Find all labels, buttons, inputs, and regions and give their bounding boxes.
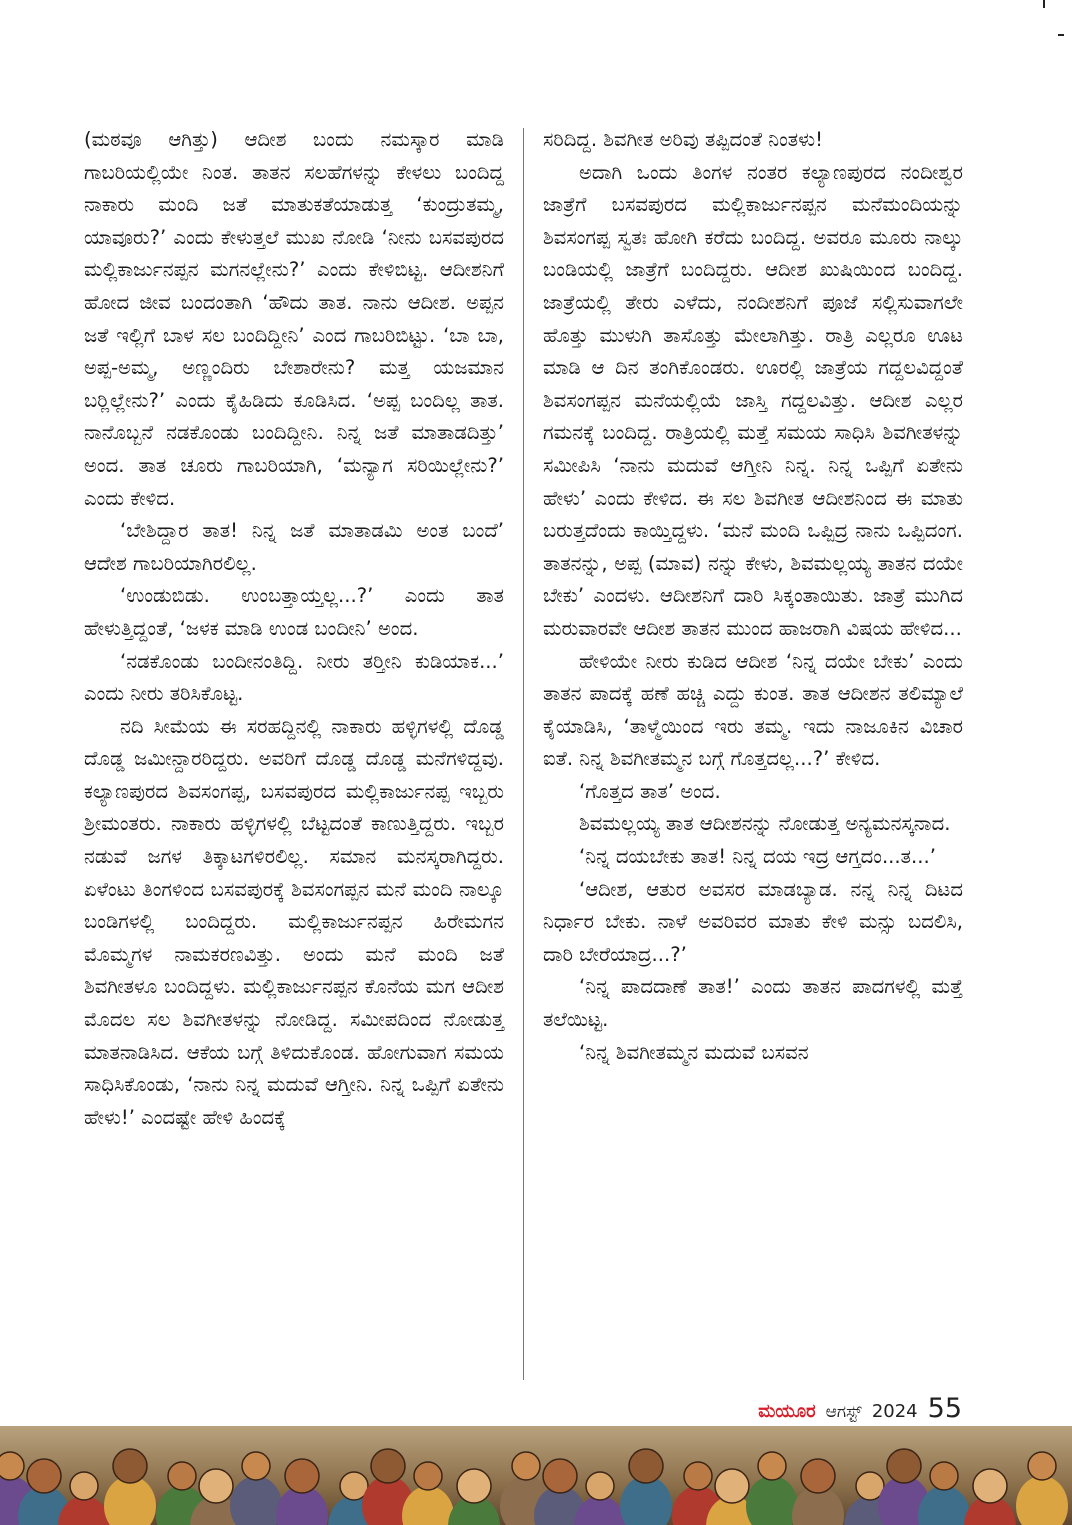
crowd-figure-head [457,1469,491,1503]
paragraph: ‘ಗೊತ್ತದ ತಾತ’ ಅಂದ. [579,779,721,803]
paragraph: ಸರಿದಿದ್ದ. ಶಿವಗೀತ ಅರಿವು ತಪ್ಪಿದಂತೆ ನಿಂತಳು! [543,128,823,151]
crowd-figure-head [512,1452,540,1480]
paragraph: ನದಿ ಸೀಮೆಯ ಈ ಸರಹದ್ದಿನಲ್ಲಿ ನಾಕಾರು ಹಳ್ಳಿಗಳಲ್ಲಿ ದೊಡ್ಡ ದೊಡ್ಡ ಜಮೀನ್ದಾರರಿದ್ದರು. ಅವರಿಗೆ ದೊಡ್ಡ ದೊಡ್ಡ ಮನೆಗಳಿದ್ದವು. ಕಲ್ಯಾಣಪುರದ ಶಿವಸಂಗಪ್ಪ, ಬಸವಪುರದ ಮಲ್ಲಿಕಾರ್ಜುನಪ್ಪ ಇಬ್ಬರು ಶ್ರೀಮಂತರು. ನಾಕಾರು ಹಳ್ಳಿಗಳಲ್ಲಿ ಬೆಟ್ಟದಂತೆ ಕಾಣುತ್ತಿದ್ದರು. ಇಬ್ಬರ ನಡುವೆ ಜಗಳ ತಿಕ್ಕಾಟಗಳಿರಲಿಲ್ಲ. ಸಮಾನ ಮನಸ್ಕರಾಗಿದ್ದರು. ಏಳೆಂಟು ತಿಂಗಳಿಂದ ಬಸವಪುರಕ್ಕೆ ಶಿವಸಂಗಪ್ಪನ ಮನೆ ಮಂದಿ ನಾಲ್ಕೂ ಬಂಡಿಗಳಲ್ಲಿ ಬಂದಿದ್ದರು. ಮಲ್ಲಿಕಾರ್ಜುನಪ್ಪನ ಹಿರೇಮಗನ ಮೊಮ್ಮಗಳ ನಾಮಕರಣವಿತ್ತು. ಅಂದು ಮನೆ ಮಂದಿ ಜತೆ ಶಿವಗೀತಳೂ ಬಂದಿದ್ದಳು. ಮಲ್ಲಿಕಾರ್ಜುನಪ್ಪನ ಕೊನೆಯ ಮಗ ಆದೀಶ ಮೊದಲ ಸಲ ಶಿವಗೀತಳನ್ನು ನೋಡಿದ್ದ. ಸಮೀಪದಿಂದ ನೋಡುತ್ತ ಮಾತನಾಡಿಸಿದ. ಆಕೆಯ ಬಗ್ಗೆ ತಿಳಿದುಕೊಂಡ. ಹೋಗುವಾಗ ಸಮಯ ಸಾಧಿಸಿಕೊಂಡು, ‘ನಾನು ನಿನ್ನ ಮದುವೆ ಆಗ್ತೀನಿ. ನಿನ್ನ ಒಪ್ಪಿಗೆ ಏತೇನು ಹೇಳು!’ ಎಂದಷ್ಟೇ ಹೇಳಿ ಹಿಂದಕ್ಕೆ [84,714,504,1129]
crowd-figure-head [887,1449,921,1483]
paragraph: ‘ಉಂಡುಬಿಡು. ಉಂಬತ್ತಾಯ್ತಲ್ಲ...?’ ಎಂದು ತಾತ ಹೇಳುತ್ತಿದ್ದಂತೆ, ‘ಜಳಕ ಮಾಡಿ ಉಂಡ ಬಂದೀನಿ’ ಅಂದ. [84,584,504,640]
decorative-illustration-band [0,1426,1072,1525]
paragraph: ಅದಾಗಿ ಒಂದು ತಿಂಗಳ ನಂತರ ಕಲ್ಯಾಣಪುರದ ನಂದೀಶ್ವರ ಜಾತ್ರೆಗೆ ಬಸವಪುರದ ಮಲ್ಲಿಕಾರ್ಜುನಪ್ಪನ ಮನೆಮಂದಿಯನ್ನು ಶಿವಸಂಗಪ್ಪ ಸ್ವತಃ ಹೋಗಿ ಕರೆದು ಬಂದಿದ್ದ. ಅವರೂ ಮೂರು ನಾಲ್ಕು ಬಂಡಿಯಲ್ಲಿ ಜಾತ್ರೆಗೆ ಬಂದಿದ್ದರು. ಆದೀಶ ಖುಷಿಯಿಂದ ಬಂದಿದ್ದ. ಜಾತ್ರೆಯಲ್ಲಿ ತೇರು ಎಳೆದು, ನಂದೀಶನಿಗೆ ಪೂಜೆ ಸಲ್ಲಿಸುವಾಗಲೇ ಹೊತ್ತು ಮುಳುಗಿ ತಾಸೊತ್ತು ಮೇಲಾಗಿತ್ತು. ರಾತ್ರಿ ಎಲ್ಲರೂ ಊಟ ಮಾಡಿ ಆ ದಿನ ತಂಗಿಕೊಂಡರು. ಊರಲ್ಲಿ ಜಾತ್ರೆಯ ಗದ್ದಲವಿದ್ದಂತೆ ಶಿವಸಂಗಪ್ಪನ ಮನೆಯಲ್ಲಿಯೆ ಜಾಸ್ತಿ ಗದ್ದಲವಿತ್ತು. ಆದೀಶ ಎಲ್ಲರ ಗಮನಕ್ಕೆ ಬಂದಿದ್ದ. ರಾತ್ರಿಯಲ್ಲಿ ಮತ್ತೆ ಸಮಯ ಸಾಧಿಸಿ ಶಿವಗೀತಳನ್ನು ಸಮೀಪಿಸಿ ‘ನಾನು ಮದುವೆ ಆಗ್ತೀನಿ ನಿನ್ನ. ನಿನ್ನ ಒಪ್ಪಿಗೆ ಏತೇನು ಹೇಳು’ ಎಂದು ಕೇಳಿದ. ಈ ಸಲ ಶಿವಗೀತ ಆದೀಶನಿಂದ ಈ ಮಾತು ಬರುತ್ತದೆಂದು ಕಾಯ್ತಿದ್ದಳು. ‘ಮನೆ ಮಂದಿ ಒಪ್ಪಿದ್ರ ನಾನು ಒಪ್ಪಿದಂಗ. ತಾತನನ್ನು, ಅಪ್ಪ (ಮಾವ) ನನ್ನು ಕೇಳು, ಶಿವಮಲ್ಲಯ್ಯ ತಾತನ ದಯೇ ಬೇಕು’ ಎಂದಳು. ಆದೀಶನಿಗೆ ದಾರಿ ಸಿಕ್ಕಂತಾಯಿತು. ಜಾತ್ರೆ ಮುಗಿದ ಮರುವಾರವೇ ಆದೀಶ ತಾತನ ಮುಂದ ಹಾಜರಾಗಿ ವಿಷಯ ಹೇಳಿದ... [543,160,963,640]
crowd-figure-head [758,1452,786,1480]
crowd-figure-head [242,1452,270,1480]
crowd-figure-head [715,1469,749,1503]
paragraph: ‘ನಿನ್ನ ದಯಬೇಕು ತಾತ! ನಿನ್ನ ದಯ ಇದ್ರ ಆಗ್ತದಂ...ತ...’ [579,845,936,869]
crop-mark [1043,0,1045,8]
left-column [84,124,504,1134]
crowd-figure-head [168,1462,196,1490]
crowd-figure-head [414,1462,442,1490]
paragraph: ‘ನಿನ್ನ ಶಿವಗೀತಮ್ಮನ ಮದುವೆ ಬಸವನ [579,1040,809,1064]
paragraph: ‘ಆದೀಶ, ಆತುರ ಅವಸರ ಮಾಡಬ್ಯಾಡ. ನನ್ನ ನಿನ್ನ ದಿಟದ ನಿರ್ಧಾರ ಬೇಕು. ನಾಳೆ ಅವರಿವರ ಮಾತು ಕೇಳಿ ಮನ್ಸು ಬದಲಿಸಿ, ದಾರಿ ಬೇರೆಯಾದ್ರ...?’ [543,877,963,966]
page-number: 55 [927,1393,962,1424]
paragraph: ‘ಬೇಶಿದ್ದಾರ ತಾತ! ನಿನ್ನ ಜತೆ ಮಾತಾಡಮಿ ಅಂತ ಬಂದೆ’ ಆದೇಶ ಗಾಬರಿಯಾಗಿರಲಿಲ್ಲ. [84,519,504,575]
crowd-figure-body [1016,1476,1068,1525]
crowd-figure-head [930,1462,958,1490]
crowd-figure-head [113,1449,147,1483]
issue-year: 2024 [871,1401,918,1422]
crowd-figure-body [230,1476,282,1525]
right-column [543,124,963,1069]
paragraph: ‘ನಡಕೊಂಡು ಬಂದೀನಂತಿದ್ದಿ. ನೀರು ತರ್‍ತೀನಿ ಕುಡಿಯಾಕ...’ ಎಂದು ನೀರು ತರಿಸಿಕೊಟ್ಟ. [84,649,504,706]
crowd-figure-head [801,1459,835,1493]
crowd-illustration [0,1426,1072,1525]
crowd-figure-head [27,1459,61,1493]
paragraph: ‘ನಿನ್ನ ಪಾದದಾಣೆ ತಾತ!’ ಎಂದು ತಾತನ ಪಾದಗಳಲ್ಲಿ ಮತ್ತೆ ತಲೆಯಿಟ್ಟ. [543,975,963,1032]
column-divider [523,128,524,1380]
crowd-figure-head [629,1449,663,1483]
page-footer [758,1393,962,1427]
paragraph: ಶಿವಮಲ್ಲಯ್ಯ ತಾತ ಆದೀಶನನ್ನು ನೋಡುತ್ತ ಅನ್ಯಮನಸ್ಕನಾದ. [579,812,951,836]
crowd-figure-head [70,1472,98,1500]
crowd-figure-head [285,1459,319,1493]
paragraph: ಹೇಳಿಯೇ ನೀರು ಕುಡಿದ ಆದೀಶ ‘ನಿನ್ನ ದಯೇ ಬೇಕು’ ಎಂದು ತಾತನ ಪಾದಕ್ಕೆ ಹಣೆ ಹಚ್ಚಿ ಎದ್ದು ಕುಂತ. ತಾತ ಆದೀಶನ ತಲಿಮ್ಯಾಲೆ ಕೈಯಾಡಿಸಿ, ‘ತಾಳ್ಮೆಯಿಂದ ಇರು ತಮ್ಮ. ಇದು ನಾಜೂಕಿನ ವಿಚಾರ ಐತೆ. ನಿನ್ನ ಶಿವಗೀತಮ್ಮನ ಬಗ್ಗೆ ಗೊತ್ತದಲ್ಲ...?’ ಕೇಳಿದ. [543,649,963,771]
issue-month: ಆಗಸ್ಟ್ [825,1402,862,1422]
crowd-figure-head [973,1469,1007,1503]
crowd-figure-head [371,1449,405,1483]
paragraph: (ಮಠವೂ ಆಗಿತ್ತು) ಆದೀಶ ಬಂದು ನಮಸ್ಕಾರ ಮಾಡಿ ಗಾಬರಿಯಲ್ಲಿಯೇ ನಿಂತ. ತಾತನ ಸಲಹೆಗಳನ್ನು ಕೇಳಲು ಬಂದಿದ್ದ ನಾಕಾರು ಮಂದಿ ಜತೆ ಮಾತುಕತೆಯಾಡುತ್ತ ‘ಕುಂದ್ರುತಮ್ಮ, ಯಾವೂರು?’ ಎಂದು ಕೇಳುತ್ತಲೆ ಮುಖ ನೋಡಿ ‘ನೀನು ಬಸವಪುರದ ಮಲ್ಲಿಕಾರ್ಜುನಪ್ಪನ ಮಗನಲ್ಲೇನು?’ ಎಂದು ಕೇಳಿಬಿಟ್ಟ. ಆದೀಶನಿಗೆ ಹೋದ ಜೀವ ಬಂದಂತಾಗಿ ‘ಹೌದು ತಾತ. ನಾನು ಆದೀಶ. ಅಪ್ಪನ ಜತೆ ಇಲ್ಲಿಗೆ ಬಾಳ ಸಲ ಬಂದಿದ್ದೀನಿ’ ಎಂದ ಗಾಬರಿಬಿಟ್ಟು. ‘ಬಾ ಬಾ, ಅಪ್ಪ-ಅಮ್ಮ, ಅಣ್ಣಂದಿರು ಬೇಶಾರೇನು? ಮತ್ತ ಯಜಮಾನ ಬರ್‍ಲಿಲ್ಲೇನು?’ ಎಂದು ಕೈಹಿಡಿದು ಕೂಡಿಸಿದ. ‘ಅಪ್ಪ ಬಂದಿಲ್ಲ ತಾತ. ನಾನೊಬ್ಬನೆ ನಡಕೊಂಡು ಬಂದಿದ್ದೀನಿ. ನಿನ್ನ ಜತೆ ಮಾತಾಡದಿತ್ತು’ ಅಂದ. ತಾತ ಚೂರು ಗಾಬರಿಯಾಗಿ, ‘ಮನ್ಯಾಗ ಸರಿಯಿಲ್ಲೇನು?’ ಎಂದು ಕೇಳಿದ. [84,128,504,510]
crowd-figure-head [543,1459,577,1493]
crowd-figure-head [684,1462,712,1490]
magazine-name: ಮಯೂರ [758,1401,816,1422]
crowd-figure-head [199,1469,233,1503]
crowd-figure-head [586,1472,614,1500]
crowd-figure-head [0,1452,24,1480]
crowd-figure-body [746,1476,798,1525]
crowd-figure-head [1028,1452,1056,1480]
crop-mark [1058,34,1064,36]
